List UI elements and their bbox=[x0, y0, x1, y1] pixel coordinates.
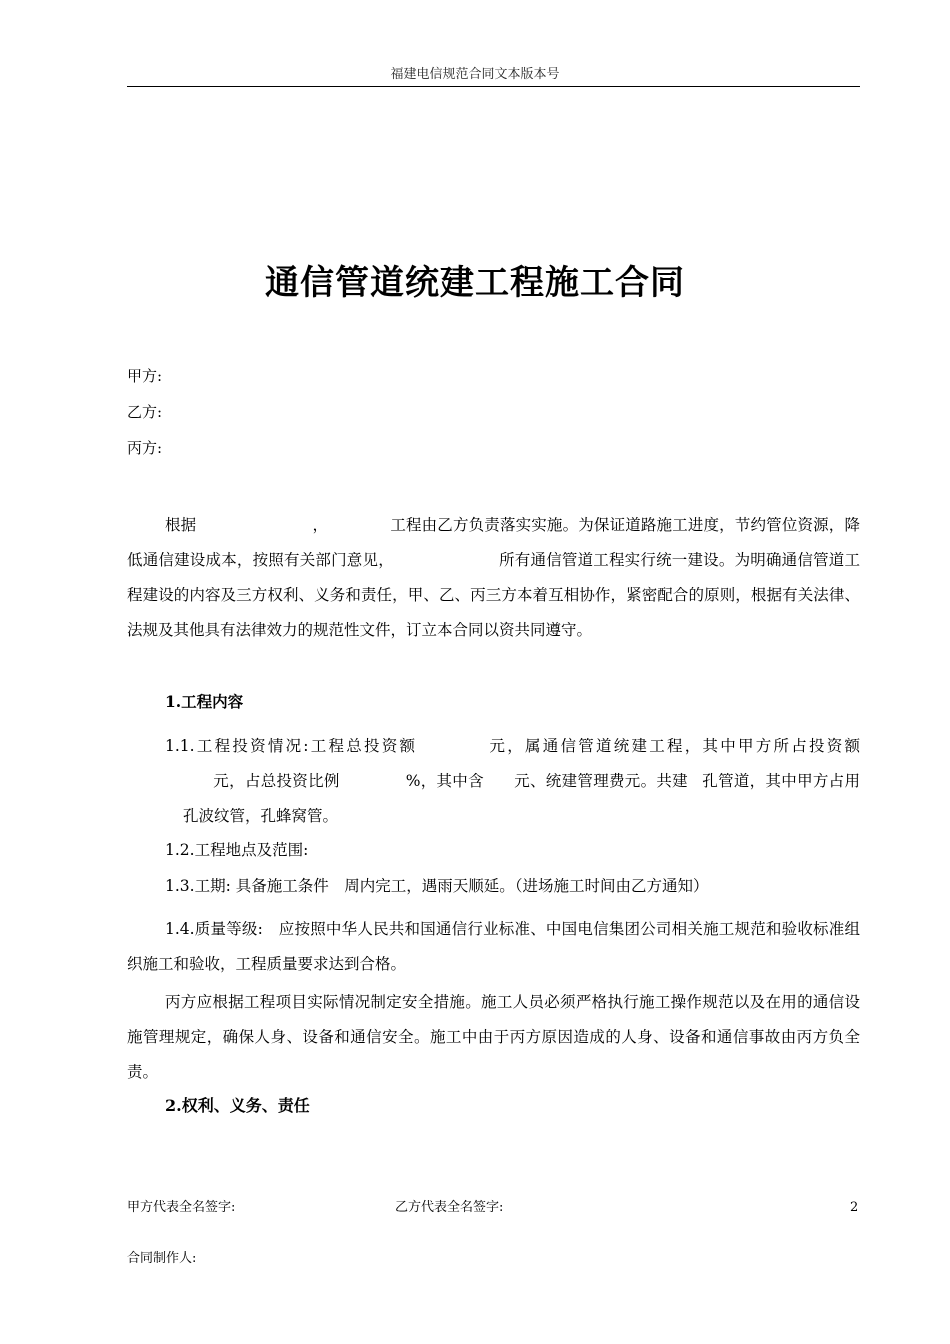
party-a-signature-label: 甲方代表全名签字: bbox=[127, 1200, 236, 1215]
page-number: 2 bbox=[850, 1200, 859, 1215]
safety-paragraph: 丙方应根据工程项目实际情况制定安全措施。施工人员必须严格执行施工操作规范以及在用的通信设施管理规定，确保人身、设备和通信安全。施工中由于丙方原因造成的人身、设备和通信事故由丙方负全责。 bbox=[127, 993, 860, 1081]
item-1-1-text-7: 孔波纹管，孔蜂窝管。 bbox=[183, 807, 339, 825]
item-1-1-text-2: 元，属通信管道统建工程，其中甲方所占投资额 bbox=[487, 737, 860, 755]
party-a-label: 甲方: bbox=[127, 367, 163, 385]
item-1-1-text-6: 孔管道，其中甲方占用 bbox=[701, 772, 860, 790]
intro-text-4: 所有通信管道工程实行统一建设。为明确通信管道工程建设的内容及三方权利、义务和责任，甲、乙、丙三方本着互相协作，紧密配合的原则，根据有关法律、法规及其他具有法律效力的规范性文件，订立本合同以资共同遵守。 bbox=[127, 551, 860, 639]
section-2-heading: 2.权利、义务、责任 bbox=[165, 1096, 310, 1115]
section-1-heading: 1.工程内容 bbox=[165, 692, 244, 711]
item-1-1-text-5: 元、统建管理费元。共建 bbox=[513, 772, 688, 790]
item-1-1-text-3: 元，占总投资比例 bbox=[213, 772, 340, 790]
party-b-signature-label: 乙方代表全名签字: bbox=[395, 1200, 504, 1215]
item-1-1-text-4: %，其中含 bbox=[405, 772, 484, 790]
intro-paragraph bbox=[127, 508, 860, 648]
party-c-label: 丙方: bbox=[127, 439, 163, 457]
header-divider bbox=[127, 86, 860, 87]
item-1-4: 1.4.质量等级: 应按照中华人民共和国通信行业标准、中国电信集团公司相关施工规范和验收标准组织施工和验收，工程质量要求达到合格。 bbox=[127, 920, 860, 973]
contract-maker-label: 合同制作人: bbox=[127, 1251, 197, 1266]
page-header: 福建电信规范合同文本版本号 bbox=[390, 67, 560, 82]
intro-text-2: ， bbox=[312, 516, 329, 534]
item-1-2: 1.2.工程地点及范围: bbox=[165, 841, 309, 859]
item-1-1-paragraph bbox=[127, 729, 860, 834]
intro-text-1: 根据 bbox=[165, 516, 197, 534]
intro-text-3: 工程由乙方负责落实实施。为保证道路施工进度，节约管位资源，降低通信建设成本，按照有关部门意见， bbox=[127, 516, 860, 569]
document-title: 通信管道统建工程施工合同 bbox=[265, 263, 685, 303]
party-b-label: 乙方: bbox=[127, 403, 163, 421]
item-1-3: 1.3.工期: 具备施工条件 周内完工，遇雨天顺延。（进场施工时间由乙方通知） bbox=[165, 877, 709, 895]
item-1-1-text-1: 1.1.工程投资情况:工程总投资额 bbox=[165, 737, 418, 755]
